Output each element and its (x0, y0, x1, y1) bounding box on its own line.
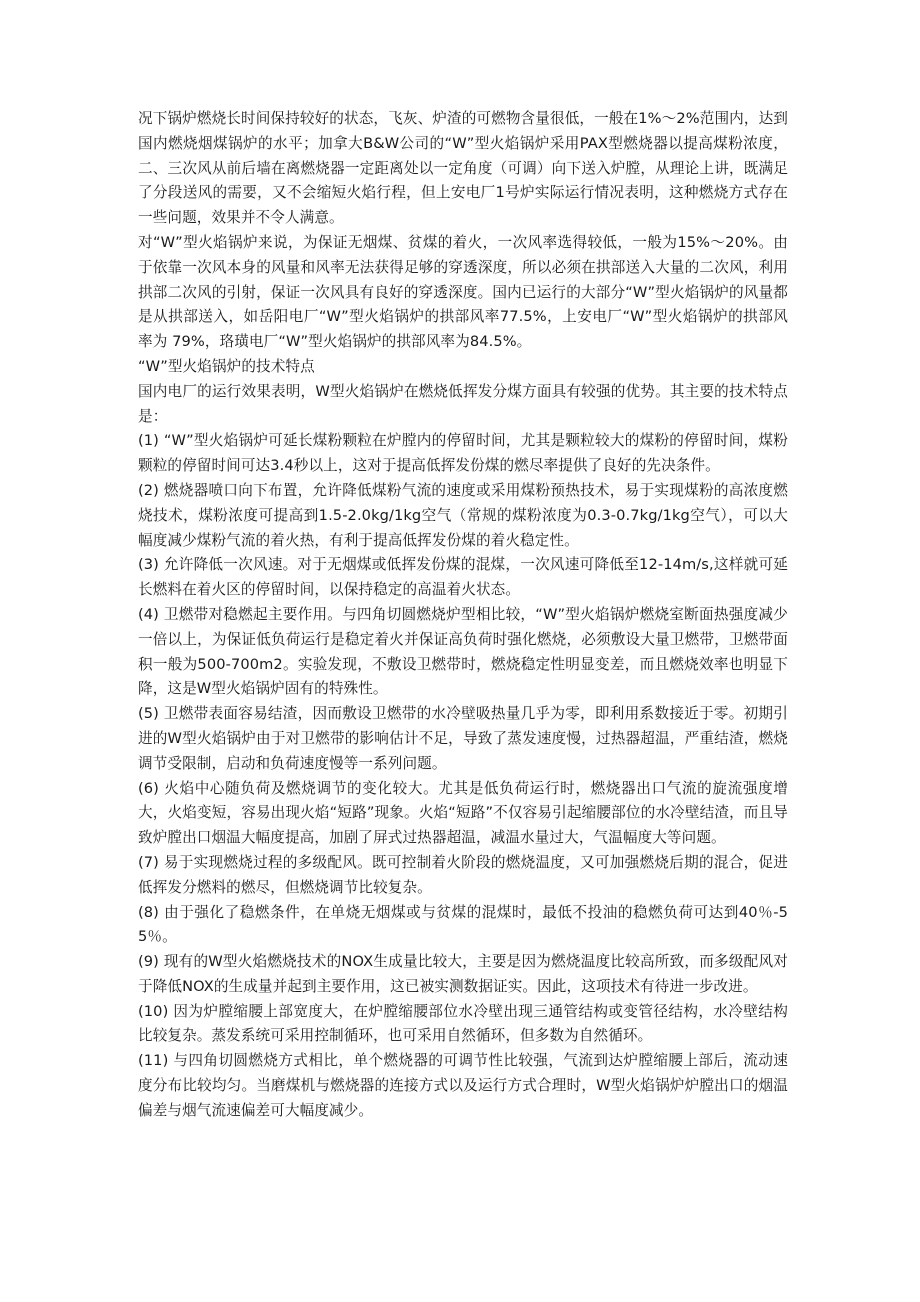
paragraph-primary-air-rate: 对“W”型火焰锅炉来说，为保证无烟煤、贫煤的着火，一次风率选得较低，一般为15%～20%。由于依靠一次风本身的风量和风率无法获得足够的穿透深度，所以必须在拱部送入大量的二次风，利用拱部二次风的引射，保证一次风具有良好的穿透深度。国内已运行的大部分“W”型火焰锅炉的风量都是从拱部送入，如岳阳电厂“W”型火焰锅炉的拱部风率77.5%，上安电厂“W”型火焰锅炉的拱部风率为 79%，珞璜电厂“W”型火焰锅炉的拱部风率为84.5%。 (138, 233, 788, 351)
list-item-1: (1) “W”型火焰锅炉可延长煤粉颗粒在炉膛内的停留时间，尤其是颗粒较大的煤粉的停留时间，煤粉颗粒的停留时间可达3.4秒以上，这对于提高低挥发份煤的燃尽率提供了良好的先决条件。 (138, 432, 788, 475)
list-item-10: (10) 因为炉膛缩腰上部宽度大，在炉膛缩腰部位水冷壁出现三通管结构或变管径结构，水冷壁结构比较复杂。蒸发系统可采用控制循环，也可采用自然循环，但多数为自然循环。 (138, 1002, 788, 1045)
list-item-7: (7) 易于实现燃烧过程的多级配风。既可控制着火阶段的燃烧温度，又可加强燃烧后期的混合，促进低挥发分燃料的燃尽，但燃烧调节比较复杂。 (138, 853, 788, 896)
paragraph-intro: 国内电厂的运行效果表明，W型火焰锅炉在燃烧低挥发分煤方面具有较强的优势。其主要的技术特点是： (138, 382, 788, 425)
list-item-9: (9) 现有的W型火焰燃烧技术的NOX生成量比较大，主要是因为燃烧温度比较高所致，而多级配风对于降低NOX的生成量并起到主要作用，这已被实测数据证实。因此，这项技术有待进一步改进。 (138, 953, 788, 995)
list-item-4: (4) 卫燃带对稳燃起主要作用。与四角切圆燃烧炉型相比较，“W”型火焰锅炉燃烧室断面热强度减少一倍以上，为保证低负荷运行是稳定着火并保证高负荷时强化燃烧，必须敷设大量卫燃带，卫燃带面积一般为500-700m2。实验发现，不敷设卫燃带时，燃烧稳定性明显变差，而且燃烧效率也明显下降，这是W型火焰锅炉固有的特殊性。 (138, 605, 788, 698)
list-item-2: (2) 燃烧器喷口向下布置，允许降低煤粉气流的速度或采用煤粉预热技术，易于实现煤粉的高浓度燃烧技术，煤粉浓度可提高到1.5-2.0kg/1kg空气（常规的煤粉浓度为0.3-0.7kg/1kg空气），可以大幅度减少煤粉气流的着火热，有利于提高低挥发份煤的着火稳定性。 (138, 481, 788, 549)
list-item-3: (3) 允许降低一次风速。对于无烟煤或低挥发份煤的混煤，一次风速可降低至12-14m/s,这样就可延长燃料在着火区的停留时间，以保持稳定的高温着火状态。 (138, 556, 788, 599)
list-item-11: (11) 与四角切圆燃烧方式相比，单个燃烧器的可调节性比较强，气流到达炉膛缩腰上部后，流动速度分布比较均匀。当磨煤机与燃烧器的连接方式以及运行方式合理时，W型火焰锅炉炉膛出口的烟温偏差与烟气流速偏差可大幅度减少。 (138, 1052, 788, 1119)
section-heading: “W”型火焰锅炉的技术特点 (138, 357, 315, 375)
paragraph-continuation: 况下锅炉燃烧长时间保持较好的状态，飞灰、炉渣的可燃物含量很低，一般在1%～2%范围内，达到国内燃烧烟煤锅炉的水平；加拿大B&W公司的“W”型火焰锅炉采用PAX型燃烧器以提高煤粉浓度，二、三次风从前后墙在离燃烧器一定距离处以一定角度（可调）向下送入炉膛，从理论上讲，既满足了分段送风的需要，又不会缩短火焰行程，但上安电厂1号炉实际运行情况表明，这种燃烧方式存在一些问题，效果并不令人满意。 (138, 110, 788, 227)
list-item-6: (6) 火焰中心随负荷及燃烧调节的变化较大。尤其是低负荷运行时，燃烧器出口气流的旋流强度增大，火焰变短，容易出现火焰“短路”现象。火焰“短路”不仅容易引起缩腰部位的水冷壁结渣，而且导致炉膛出口烟温大幅度提高，加剧了屏式过热器超温，减温水量过大，气温幅度大等问题。 (138, 779, 788, 847)
list-item-8: (8) 由于强化了稳燃条件，在单烧无烟煤或与贫煤的混煤时，最低不投油的稳燃负荷可达到40％-55％。 (138, 903, 788, 946)
list-item-5: (5) 卫燃带表面容易结渣，因而敷设卫燃带的水冷壁吸热量几乎为零，即利用系数接近于零。初期引进的W型火焰锅炉由于对卫燃带的影响估计不足，导致了蒸发速度慢，过热器超温，严重结渣，燃烧调节受限制，启动和负荷速度慢等一系列问题。 (138, 705, 788, 772)
